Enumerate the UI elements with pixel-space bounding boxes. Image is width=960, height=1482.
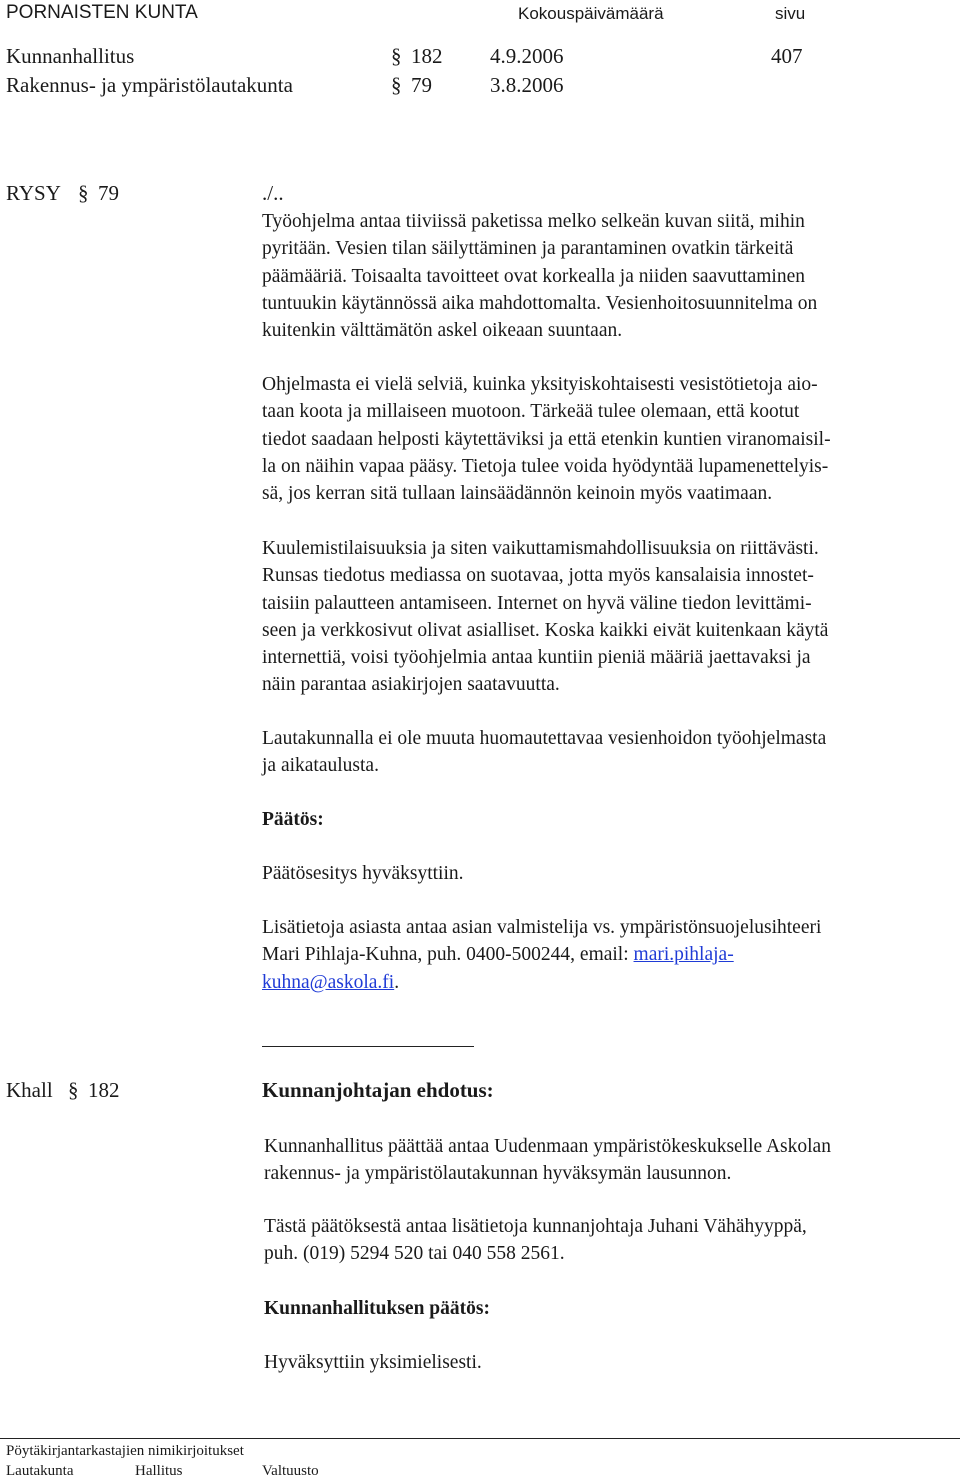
header-body-2: Rakennus- ja ympäristölautakunta [6,73,293,97]
text-line: Ohjelmasta ei vielä selviä, kuinka yksityiskohtaisesti vesistötietoja aio- [262,374,818,395]
khall-decision-heading: Kunnanhallituksen päätös: [264,1298,490,1319]
header-date-1: 4.9.2006 [490,44,564,68]
page-label: sivu [775,4,806,23]
rysy-section-number: 79 [98,181,119,205]
header-section-1: 182 [411,44,443,68]
rysy-label: RYSY [6,181,61,205]
page-number: 407 [771,44,803,68]
rysy-paragraph-2 [262,371,952,507]
text-line: päämääriä. Toisaalta tavoitteet ovat korkealla ja niiden saavuttaminen [262,265,805,287]
text-line: Kuulemistilaisuuksia ja siten vaikuttamismahdollisuuksia on riittävästi. [262,538,819,559]
text-line [262,969,952,996]
khall-section-number: 182 [88,1078,120,1102]
text-line: kuitenkin välttämätön askel oikeaan suuntaan. [262,320,623,342]
proposal-heading: Kunnanjohtajan ehdotus: [262,1078,494,1102]
section-sign: § [391,73,402,97]
rysy-decision-text: Päätösesitys hyväksyttiin. [262,863,464,884]
text-line: tuntuukin käytännössä aika mahdottomalta. Vesienhoitosuunnitelma on [262,292,818,314]
text-line [262,941,952,968]
section-sign: § [78,181,89,205]
text-line: näin parantaa asiakirjojen saatavuutta. [262,674,560,696]
rysy-paragraph-4 [262,725,952,780]
section-sign: § [391,44,402,68]
contact-prefix: Mari Pihlaja-Kuhna, puh. 0400-500244, email: [262,944,634,966]
info-text [264,1213,954,1268]
footer-title: Pöytäkirjantarkastajien nimikirjoitukset [6,1443,244,1459]
text-line: Työohjelma antaa tiiviissä paketissa melko selkeän kuvan siitä, mihin [262,211,805,232]
footer-column-hallitus: Hallitus [135,1463,183,1479]
rysy-paragraph-3 [262,535,952,699]
text-line: internettiä, voisi työohjelmia antaa kuntiin pieniä määriä jaettavaksi ja [262,647,811,669]
footer-rule [0,1438,960,1439]
text-line: sä, jos kerran sitä tullaan lainsäädännön keinoin myös vaatimaan. [262,483,773,505]
text-line: pyritään. Vesien tilan säilyttäminen ja parantaminen ovatkin tärkeitä [262,238,794,260]
text-line: seen ja verkkosivut olivat asialliset. Koska kaikki eivät kuitenkaan käytä [262,619,829,641]
proposal-text [264,1133,954,1188]
text-line: Tästä päätöksestä antaa lisätietoja kunnanjohtaja Juhani Vähähyyppä, [264,1216,807,1237]
text-line: taan koota ja millaiseen muotoon. Tärkeää tulee olemaan, että kootut [262,401,800,423]
rysy-contact [262,914,952,996]
footer-column-lautakunta: Lautakunta [6,1463,74,1479]
municipality-name: PORNAISTEN KUNTA [6,2,198,23]
khall-label: Khall [6,1078,53,1102]
text-line: Lisätietoja asiasta antaa asian valmistelija vs. ympäristönsuojelusihteeri [262,917,822,938]
text-line: ja aikataulusta. [262,755,379,777]
continuation-mark: ./.. [262,181,284,205]
rysy-decision-heading: Päätös: [262,809,324,830]
khall-decision-text: Hyväksyttiin yksimielisesti. [264,1352,482,1373]
contact-end: . [394,971,400,993]
text-line: taisiin palautteen antamiseen. Internet on hyvä väline tiedon levittämi- [262,592,812,614]
signature-line [262,1046,474,1047]
header-body-1: Kunnanhallitus [6,44,135,68]
text-line: Kunnanhallitus päättää antaa Uudenmaan ympäristökeskukselle Askolan [264,1136,831,1157]
text-line: tiedot saadaan helposti käytettäviksi ja että etenkin kuntien viranomaisil- [262,428,831,450]
email-link[interactable]: kuhna@askola.fi [262,971,395,993]
text-line: Lautakunnalla ei ole muuta huomautettavaa vesienhoidon työohjelmasta [262,728,827,749]
text-line: la on näihin vapaa pääsy. Tietoja tulee voida hyödyntää lupamenettelyis- [262,455,829,477]
footer-column-valtuusto: Valtuusto [262,1463,319,1479]
rysy-paragraph-1 [262,208,952,344]
text-line: Runsas tiedotus mediassa on suotavaa, jotta myös kansalaisia innostet- [262,565,814,587]
email-link[interactable]: mari.pihlaja- [633,944,734,966]
header-section-2: 79 [411,73,432,97]
header-date-2: 3.8.2006 [490,73,564,97]
text-line: puh. (019) 5294 520 tai 040 558 2561. [264,1243,565,1265]
meeting-date-label: Kokouspäivämäärä [518,4,664,23]
text-line: rakennus- ja ympäristölautakunnan hyväksymän lausunnon. [264,1163,732,1185]
section-sign: § [68,1078,79,1102]
